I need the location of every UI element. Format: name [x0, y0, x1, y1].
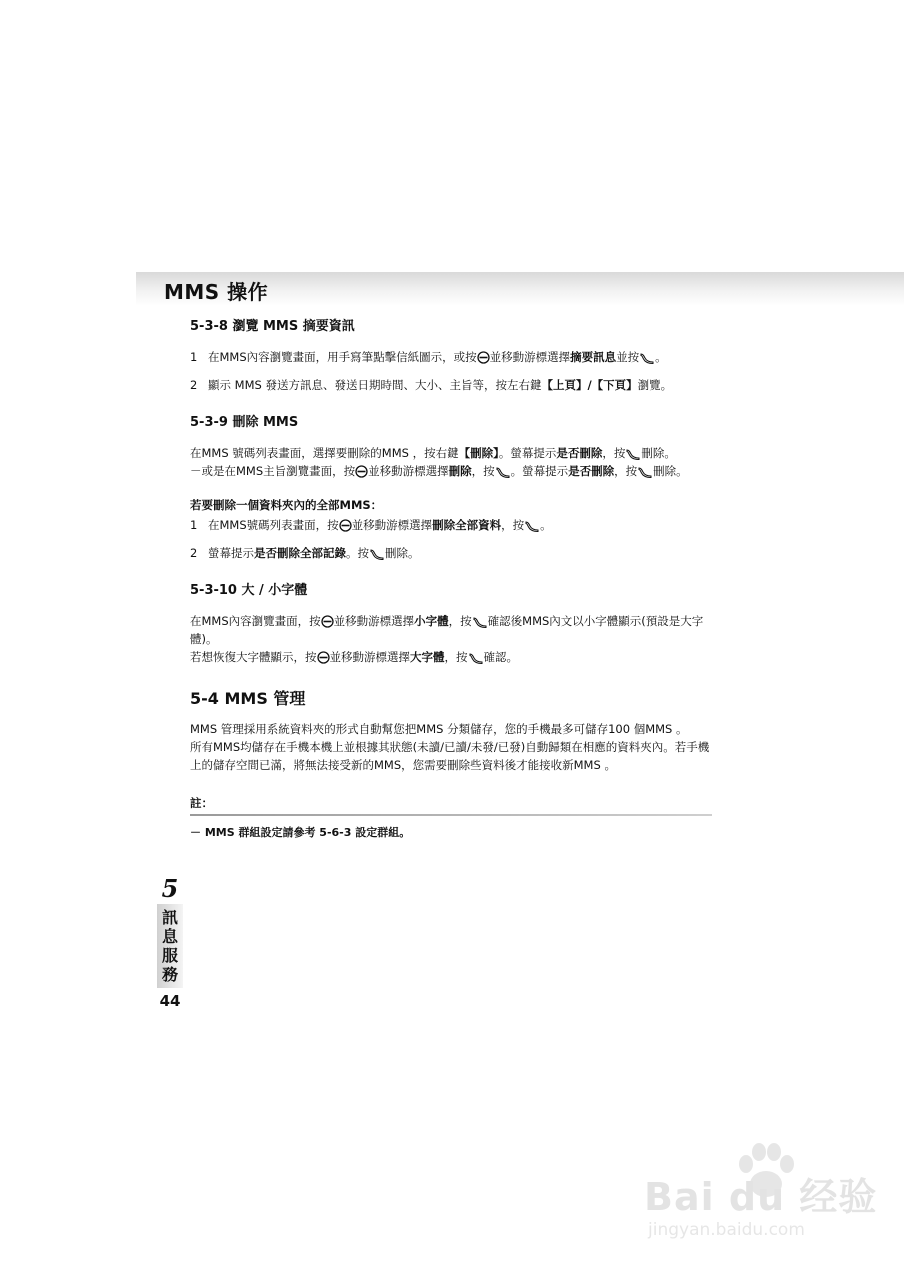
step-number: 1 — [190, 518, 198, 532]
paragraph: 所有MMS均儲存在手機本機上並根據其狀態(未讀/已讀/未發/已發)自動歸類在相應的資料夾內。若手機上的儲存空間已滿，將無法接受新的MMS，您需要刪除些資料後才能接收新MMS 。 — [190, 740, 710, 772]
chapter-tab — [156, 876, 184, 1010]
note-divider — [190, 814, 712, 816]
baidu-watermark — [640, 1138, 880, 1248]
watermark-url: jingyan.baidu.com — [648, 1220, 805, 1240]
nav-key-icon — [355, 465, 368, 478]
step-2: 2 螢幕提示是否刪除全部記錄。按 刪除。 — [190, 546, 420, 560]
nav-key-icon — [339, 519, 352, 532]
section-title: 5-3-9 刪除 MMS — [190, 415, 299, 430]
note-text: － MMS 群組設定請參考 5-6-3 設定群組。 — [190, 826, 411, 839]
section-5-3-10 — [190, 582, 718, 666]
chapter-number: 5 — [161, 874, 179, 903]
section-title: 5-3-8 瀏覽 MMS 摘要資訊 — [190, 319, 355, 334]
note-label: 註： — [190, 796, 213, 810]
ok-key-icon — [637, 466, 653, 478]
step-1: 1 在MMS號碼列表畫面，按 並移動游標選擇刪除全部資料，按 。 — [190, 518, 552, 532]
paragraph: －或是在MMS主旨瀏覽畫面，按 並移動游標選擇刪除，按 。螢幕提示是否刪除，按 刪除。 — [190, 464, 688, 478]
content — [190, 318, 718, 842]
step-number: 1 — [190, 350, 198, 364]
chapter-title: 訊 息 服 務 — [157, 904, 183, 988]
ok-key-icon — [625, 448, 641, 460]
note — [190, 794, 718, 842]
ok-key-icon — [468, 652, 484, 664]
section-title: 5-3-10 大 / 小字體 — [190, 583, 308, 598]
baidu-logo: Bai du 经验 — [644, 1175, 878, 1219]
page-title: MMS 操作 — [164, 280, 269, 304]
step-2: 2 顯示 MMS 發送方訊息、發送日期時間、大小、主旨等，按左右鍵【上頁】/【下頁】瀏覽。 — [190, 378, 673, 392]
step-number: 2 — [190, 546, 198, 560]
ok-key-icon — [495, 466, 511, 478]
page-number: 44 — [159, 992, 181, 1010]
ok-key-icon — [524, 520, 540, 532]
step-number: 2 — [190, 378, 198, 392]
section-5-4 — [190, 690, 718, 774]
paragraph: 在MMS 號碼列表畫面，選擇要刪除的MMS ，按右鍵【刪除】。螢幕提示是否刪除，按 刪除。 — [190, 446, 676, 460]
paragraph: 在MMS內容瀏覽畫面，按 並移動游標選擇小字體，按 確認後MMS內文以小字體顯示(預設是大字體)。 — [190, 614, 704, 646]
section-title: 5-4 MMS 管理 — [190, 689, 306, 708]
nav-key-icon — [477, 351, 490, 364]
ok-key-icon — [639, 352, 655, 364]
step-1: 1 在MMS內容瀏覽畫面，用手寫筆點擊信紙圖示，或按 並移動游標選擇摘要訊息並按 。 — [190, 350, 667, 364]
paragraph: 若想恢復大字體顯示，按 並移動游標選擇大字體，按 確認。 — [190, 650, 518, 664]
ok-key-icon — [472, 616, 488, 628]
nav-key-icon — [321, 615, 334, 628]
paragraph: MMS 管理採用系統資料夾的形式自動幫您把MMS 分類儲存，您的手機最多可儲存100 個MMS 。 — [190, 722, 688, 736]
nav-key-icon — [317, 651, 330, 664]
subheading: 若要刪除一個資料夾內的全部MMS： — [190, 498, 383, 512]
section-5-3-9 — [190, 414, 718, 562]
ok-key-icon — [369, 548, 385, 560]
section-5-3-8 — [190, 318, 718, 394]
